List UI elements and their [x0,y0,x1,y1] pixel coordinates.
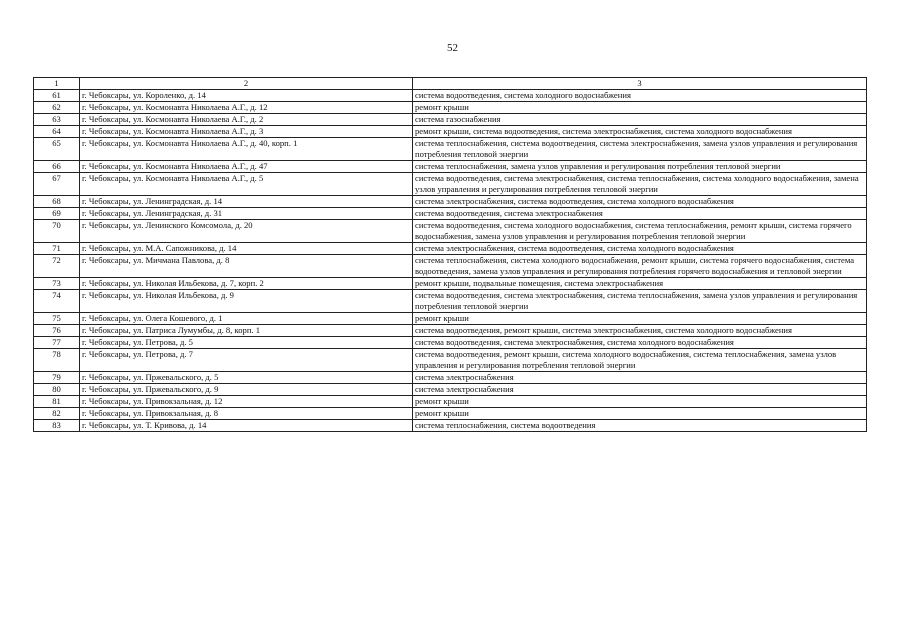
row-number-cell: 72 [34,255,80,278]
column-header-3: 3 [413,78,867,90]
works-cell: система теплоснабжения, система водоотведения, система электроснабжения, замена узлов управления и регулирования потребления тепловой энергии [413,138,867,161]
address-cell: г. Чебоксары, ул. Космонавта Николаева А.Г., д. 3 [80,126,413,138]
address-cell: г. Чебоксары, ул. Космонавта Николаева А.Г., д. 5 [80,173,413,196]
works-cell: система водоотведения, система электроснабжения [413,208,867,220]
row-number-cell: 82 [34,408,80,420]
table-row [34,337,867,349]
table-row [34,196,867,208]
address-cell: г. Чебоксары, ул. Петрова, д. 5 [80,337,413,349]
table-row [34,384,867,396]
table-row [34,126,867,138]
table-row [34,208,867,220]
address-cell: г. Чебоксары, ул. Пржевальского, д. 5 [80,372,413,384]
address-cell: г. Чебоксары, ул. Пржевальского, д. 9 [80,384,413,396]
row-number-cell: 77 [34,337,80,349]
table-row [34,396,867,408]
table-row [34,325,867,337]
address-cell: г. Чебоксары, ул. Мичмана Павлова, д. 8 [80,255,413,278]
address-cell: г. Чебоксары, ул. Короленко, д. 14 [80,90,413,102]
row-number-cell: 83 [34,420,80,432]
table-row [34,278,867,290]
address-cell: г. Чебоксары, ул. Космонавта Николаева А.Г., д. 12 [80,102,413,114]
row-number-cell: 79 [34,372,80,384]
table-row [34,90,867,102]
works-cell: система водоотведения, система электроснабжения, система холодного водоснабжения [413,337,867,349]
row-number-cell: 62 [34,102,80,114]
works-cell: система электроснабжения, система водоотведения, система холодного водоснабжения [413,196,867,208]
address-cell: г. Чебоксары, ул. Петрова, д. 7 [80,349,413,372]
row-number-cell: 73 [34,278,80,290]
address-cell: г. Чебоксары, ул. Т. Кривова, д. 14 [80,420,413,432]
table-header-row [34,78,867,90]
address-cell: г. Чебоксары, ул. Космонавта Николаева А.Г., д. 40, корп. 1 [80,138,413,161]
address-cell: г. Чебоксары, ул. Космонавта Николаева А.Г., д. 2 [80,114,413,126]
row-number-cell: 75 [34,313,80,325]
works-cell: ремонт крыши, подвальные помещения, система электроснабжения [413,278,867,290]
works-cell: система водоотведения, ремонт крыши, система холодного водоснабжения, система теплоснабжения, замена узлов управления и регулирования потребления тепловой энергии [413,349,867,372]
table-row [34,372,867,384]
row-number-cell: 74 [34,290,80,313]
table-row [34,349,867,372]
works-cell: система водоотведения, ремонт крыши, система электроснабжения, система холодного водоснабжения [413,325,867,337]
address-cell: г. Чебоксары, ул. Патриса Лумумбы, д. 8, корп. 1 [80,325,413,337]
table-row [34,114,867,126]
table-row [34,255,867,278]
table-row [34,138,867,161]
address-cell: г. Чебоксары, ул. Привокзальная, д. 8 [80,408,413,420]
works-cell: система теплоснабжения, система водоотведения [413,420,867,432]
works-cell: ремонт крыши [413,396,867,408]
row-number-cell: 68 [34,196,80,208]
address-cell: г. Чебоксары, ул. Ленинградская, д. 14 [80,196,413,208]
row-number-cell: 63 [34,114,80,126]
table-row [34,313,867,325]
row-number-cell: 66 [34,161,80,173]
row-number-cell: 76 [34,325,80,337]
address-cell: г. Чебоксары, ул. М.А. Сапожникова, д. 14 [80,243,413,255]
row-number-cell: 69 [34,208,80,220]
works-table [33,77,867,432]
works-cell: ремонт крыши [413,408,867,420]
row-number-cell: 71 [34,243,80,255]
works-cell: система электроснабжения [413,384,867,396]
address-cell: г. Чебоксары, ул. Космонавта Николаева А.Г., д. 47 [80,161,413,173]
address-cell: г. Чебоксары, ул. Олега Кошевого, д. 1 [80,313,413,325]
table-row [34,102,867,114]
address-cell: г. Чебоксары, ул. Ленинского Комсомола, д. 20 [80,220,413,243]
works-cell: система электроснабжения [413,372,867,384]
works-cell: система водоотведения, система электроснабжения, система теплоснабжения, замена узлов управления и регулирования потребления тепловой энергии [413,290,867,313]
table-row [34,243,867,255]
address-cell: г. Чебоксары, ул. Ленинградская, д. 31 [80,208,413,220]
table-row [34,161,867,173]
works-cell: ремонт крыши [413,102,867,114]
row-number-cell: 65 [34,138,80,161]
row-number-cell: 61 [34,90,80,102]
address-cell: г. Чебоксары, ул. Привокзальная, д. 12 [80,396,413,408]
address-cell: г. Чебоксары, ул. Николая Ильбекова, д. 7, корп. 2 [80,278,413,290]
table-row [34,290,867,313]
works-cell: ремонт крыши, система водоотведения, система электроснабжения, система холодного водоснабжения [413,126,867,138]
works-cell: система газоснабжения [413,114,867,126]
works-cell: система водоотведения, система электроснабжения, система теплоснабжения, система холодного водоснабжения, замена узлов управления и регулирования потребления тепловой энергии [413,173,867,196]
table-row [34,420,867,432]
row-number-cell: 80 [34,384,80,396]
row-number-cell: 67 [34,173,80,196]
page-number: 52 [447,42,458,54]
works-cell: ремонт крыши [413,313,867,325]
address-cell: г. Чебоксары, ул. Николая Ильбекова, д. 9 [80,290,413,313]
row-number-cell: 70 [34,220,80,243]
works-cell: система электроснабжения, система водоотведения, система холодного водоснабжения [413,243,867,255]
column-header-2: 2 [80,78,413,90]
column-header-1: 1 [34,78,80,90]
works-cell: система теплоснабжения, замена узлов управления и регулирования потребления тепловой энергии [413,161,867,173]
works-cell: система водоотведения, система холодного водоснабжения, система теплоснабжения, ремонт крыши, система горячего водоснабжения, замена узлов управления и регулирования потребления тепловой энергии [413,220,867,243]
row-number-cell: 64 [34,126,80,138]
row-number-cell: 81 [34,396,80,408]
table-row [34,220,867,243]
table-row [34,408,867,420]
works-cell: система теплоснабжения, система холодного водоснабжения, ремонт крыши, система горячего водоснабжения, система водоотведения, замена узлов управления и регулирования потребления горячего водоснабжения и тепловой энергии [413,255,867,278]
row-number-cell: 78 [34,349,80,372]
works-cell: система водоотведения, система холодного водоснабжения [413,90,867,102]
table-row [34,173,867,196]
